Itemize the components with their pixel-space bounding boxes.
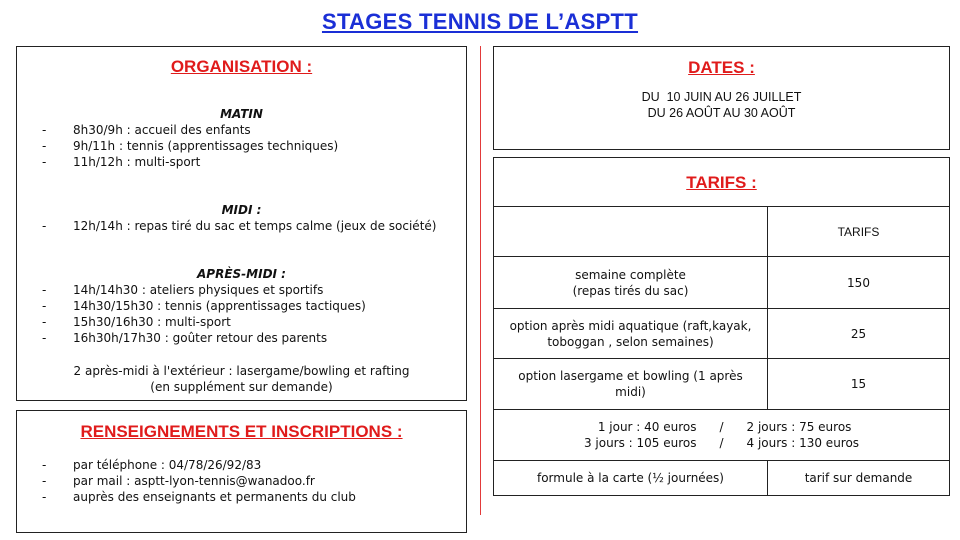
list-item: - 14h/14h30 : ateliers physiques et sportifs xyxy=(17,282,466,298)
midi-list xyxy=(17,218,466,234)
contact-list xyxy=(17,457,466,505)
carte-label: formule à la carte (½ journées) xyxy=(494,461,768,495)
matin-list xyxy=(17,122,466,170)
multi-day-pricing xyxy=(494,410,949,460)
email-item[interactable]: - par mail : asptt-lyon-tennis@wanadoo.fr xyxy=(17,473,466,489)
tarifs-heading: TARIFS : xyxy=(686,173,757,192)
row-label-line: midi) xyxy=(615,385,646,399)
row-label-line: semaine complète xyxy=(575,267,686,282)
renseignements-panel xyxy=(16,410,467,533)
list-item: - 11h/12h : multi-sport xyxy=(17,154,466,170)
apres-midi-list xyxy=(17,282,466,346)
pricing-separator: / xyxy=(719,420,724,434)
dates-heading: DATES : xyxy=(688,58,755,77)
row-label xyxy=(494,359,768,409)
matin-heading: MATIN xyxy=(220,107,263,121)
list-item: - 15h30/16h30 : multi-sport xyxy=(17,314,466,330)
renseignements-heading: RENSEIGNEMENTS ET INSCRIPTIONS : xyxy=(80,422,403,441)
row-label xyxy=(494,309,768,358)
row-price: 25 xyxy=(850,326,867,341)
supplement-note: (en supplément sur demande) xyxy=(150,380,333,394)
organisation-heading: ORGANISATION : xyxy=(170,57,313,76)
vertical-divider xyxy=(480,46,481,515)
list-item: - 16h30h/17h30 : goûter retour des parents xyxy=(17,330,466,346)
table-row xyxy=(494,207,949,257)
excursion-note: 2 après-midi à l'extérieur : lasergame/bowling et rafting xyxy=(73,364,410,378)
apres-midi-heading: APRÈS-MIDI : xyxy=(197,267,286,281)
table-row xyxy=(494,257,949,309)
list-item: - 12h/14h : repas tiré du sac et temps calme (jeux de société) xyxy=(17,218,466,234)
staff-item: - auprès des enseignants et permanents du club xyxy=(17,489,466,505)
tarifs-table xyxy=(493,157,950,496)
phone-item: - par téléphone : 04/78/26/92/83 xyxy=(17,457,466,473)
pricing-1-day: 1 jour : 40 euros xyxy=(597,420,697,434)
column-header-tarifs: TARIFS xyxy=(837,224,880,239)
page-title: STAGES TENNIS DE L’ASPTT xyxy=(321,9,639,34)
midi-heading: MIDI : xyxy=(221,203,262,217)
row-label-line: option lasergame et bowling (1 après xyxy=(518,369,743,383)
list-item: - 9h/11h : tennis (apprentissages techniques) xyxy=(17,138,466,154)
pricing-4-days: 4 jours : 130 euros xyxy=(746,436,860,450)
tarifs-header xyxy=(494,158,949,207)
row-label-line: (repas tirés du sac) xyxy=(572,283,689,298)
list-item: - 14h30/15h30 : tennis (apprentissages tactiques) xyxy=(17,298,466,314)
list-item: - 8h30/9h : accueil des enfants xyxy=(17,122,466,138)
table-cell-empty xyxy=(494,207,768,256)
carte-price: tarif sur demande xyxy=(804,471,913,485)
dates-line: DU 26 AOÛT AU 30 AOÛT xyxy=(647,106,796,120)
table-row xyxy=(494,461,949,495)
pricing-separator: / xyxy=(719,436,724,450)
row-price: 150 xyxy=(847,275,870,290)
table-row xyxy=(494,359,949,410)
pricing-2-days: 2 jours : 75 euros xyxy=(746,420,852,434)
row-label-line: toboggan , selon semaines) xyxy=(547,334,714,349)
row-label xyxy=(494,257,768,308)
row-label-line: option après midi aquatique (raft,kayak, xyxy=(509,318,752,333)
table-row xyxy=(494,309,949,359)
table-row xyxy=(494,410,949,461)
dates-panel xyxy=(493,46,950,150)
pricing-3-days: 3 jours : 105 euros xyxy=(583,436,697,450)
organisation-panel xyxy=(16,46,467,401)
dates-line: DU 10 JUIN AU 26 JUILLET xyxy=(641,90,802,104)
row-price: 15 xyxy=(850,377,867,391)
